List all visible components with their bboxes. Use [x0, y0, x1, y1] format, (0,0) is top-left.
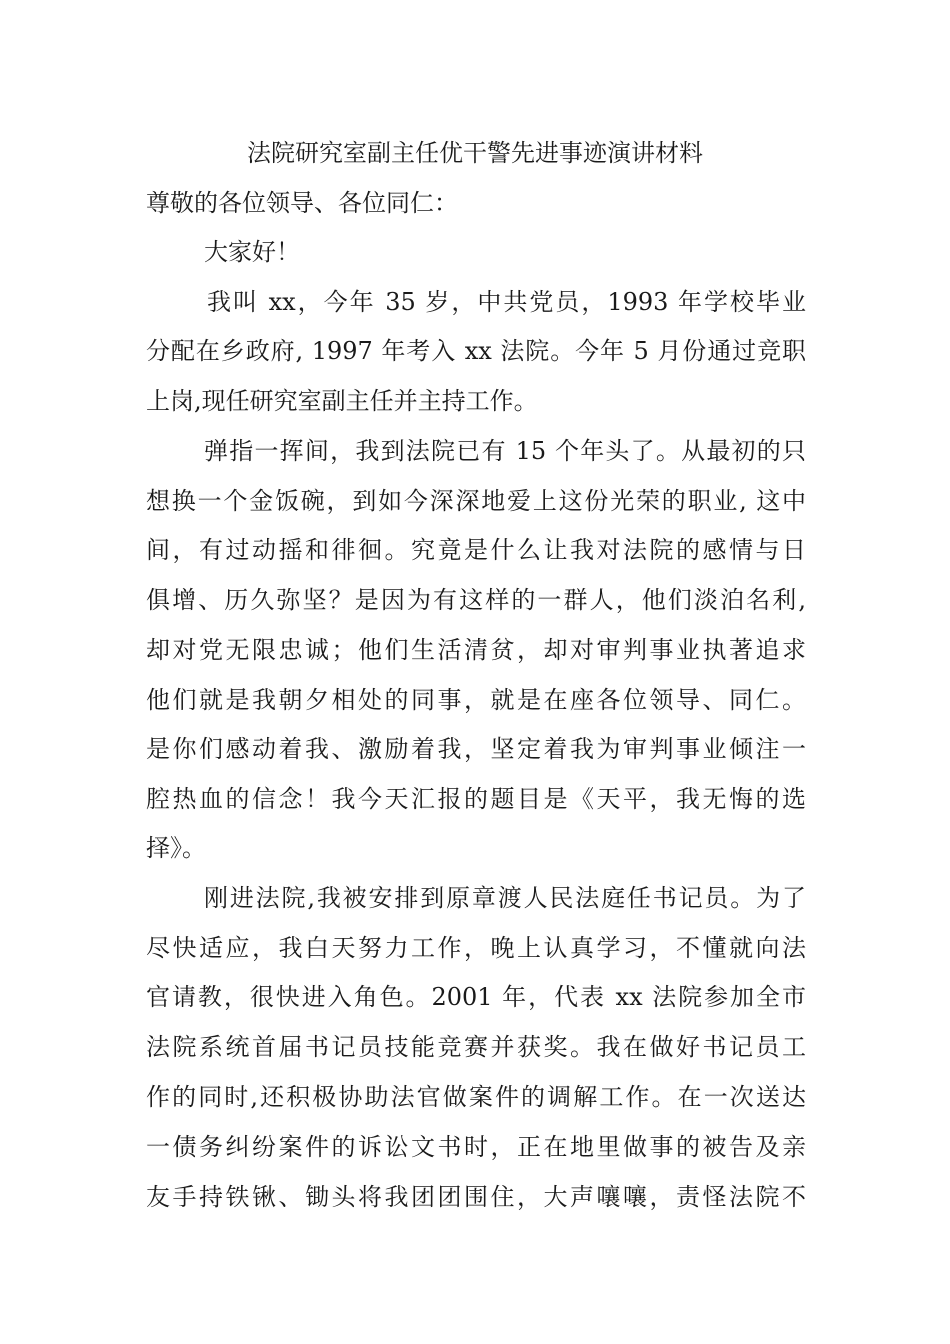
salutation: 尊敬的各位领导、各位同仁： [146, 189, 458, 217]
paragraph-line: 作的同时,还积极协助法官做案件的调解工作。在一次送达 [146, 1083, 806, 1111]
paragraph-line: 分配在乡政府, 1997 年考入 xx 法院。今年 5 月份通过竞职 [146, 337, 806, 365]
paragraph-line: 俱增、历久弥坚？是因为有这样的一群人，他们淡泊名利, [146, 586, 806, 614]
paragraph-line: 弹指一挥间，我到法院已有 15 个年头了。从最初的只 [204, 437, 806, 465]
paragraph-line: 他们就是我朝夕相处的同事，就是在座各位领导、同仁。 [146, 686, 806, 714]
paragraph-line: 上岗,现任研究室副主任并主持工作。 [146, 387, 538, 415]
paragraph-line: 是你们感动着我、激励着我，坚定着我为审判事业倾注一 [146, 735, 806, 763]
paragraph-line: 却对党无限忠诚；他们生活清贫，却对审判事业执著追求 [146, 636, 806, 664]
greeting: 大家好！ [204, 238, 300, 266]
document-title: 法院研究室副主任优干警先进事迹演讲材料 [247, 139, 703, 167]
paragraph-line: 官请教，很快进入角色。2001 年，代表 xx 法院参加全市 [146, 983, 806, 1011]
paragraph-line: 友手持铁锹、锄头将我团团围住，大声嚷嚷，责怪法院不 [146, 1183, 806, 1211]
paragraph-line: 腔热血的信念！我今天汇报的题目是《天平，我无悔的选 [146, 785, 806, 813]
paragraph-line: 一债务纠纷案件的诉讼文书时，正在地里做事的被告及亲 [146, 1133, 806, 1161]
paragraph-line: 间，有过动摇和徘徊。究竟是什么让我对法院的感情与日 [146, 536, 806, 564]
paragraph-line: 尽快适应，我白天努力工作，晚上认真学习，不懂就向法 [146, 934, 806, 962]
paragraph-line: 择》。 [146, 834, 206, 862]
paragraph-line: 我叫 xx，今年 35 岁，中共党员，1993 年学校毕业 [207, 288, 806, 316]
paragraph-line: 法院系统首届书记员技能竞赛并获奖。我在做好书记员工 [146, 1033, 806, 1061]
paragraph-line: 刚进法院,我被安排到原章渡人民法庭任书记员。为了 [204, 884, 806, 912]
paragraph-line: 想换一个金饭碗，到如今深深地爱上这份光荣的职业, 这中 [146, 487, 806, 515]
